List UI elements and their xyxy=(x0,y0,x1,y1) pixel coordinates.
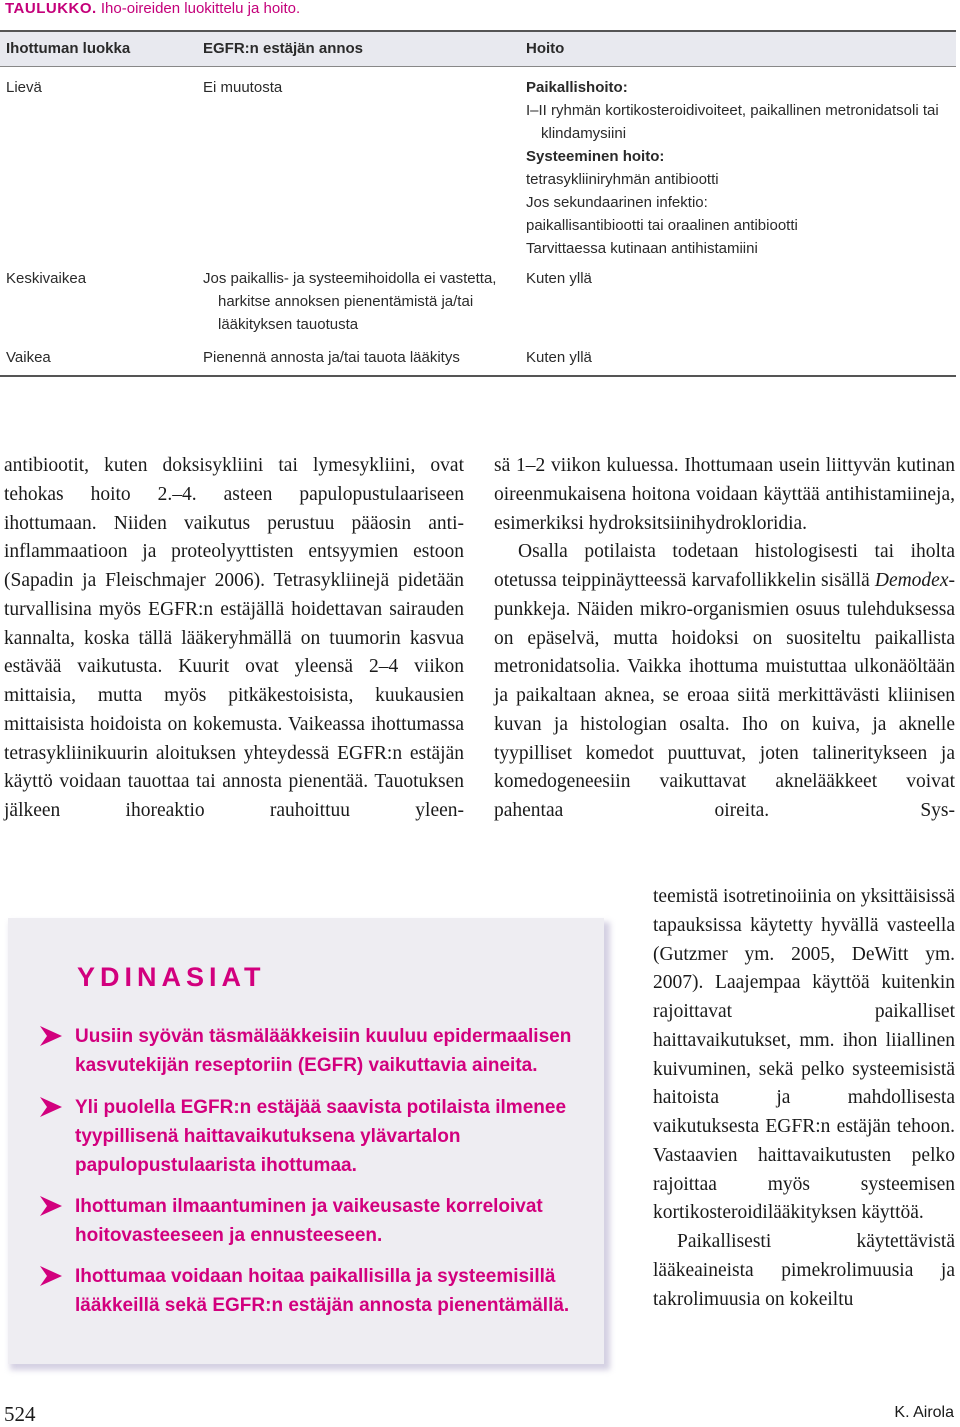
row-mild-class: Lievä xyxy=(6,79,42,96)
key-point xyxy=(40,1022,580,1080)
table-caption xyxy=(5,0,300,18)
row-severe-treatment: Kuten yllä xyxy=(526,349,592,366)
treatment-line: Systeeminen hoito: xyxy=(526,148,665,165)
key-point xyxy=(40,1192,580,1250)
body-paragraph xyxy=(494,538,955,826)
table-header xyxy=(0,30,956,67)
row-severe-class: Vaikea xyxy=(6,349,51,366)
table-bottom-rule xyxy=(0,375,956,377)
body-column-narrow xyxy=(653,883,955,1314)
header-class: Ihottuman luokka xyxy=(6,40,131,57)
row-moderate-class: Keskivaikea xyxy=(6,270,87,287)
running-author: K. Airola xyxy=(894,1404,954,1421)
treatment-line: Jos sekundaarinen infektio: xyxy=(526,194,708,211)
caption-label: TAULUKKO. xyxy=(5,0,97,17)
body-paragraph: antibiootit, kuten doksisykliini tai lymesykliini, ovat tehokas hoito 2.–4. asteen papulopustulaariseen ihottumaan. Niiden vaikutus perustuu pääosin anti-inflammaatioon ja proteolyyttisten entsyymien estoon (Sapadin ja Fleischmajer 2006). Tetrasykliinejä pidetään turvallisina myös EGFR:n estäjällä hoidettavan sairauden kannalta, koska tällä lääkeryhmällä on tuumorin kasvua estävää vaikutusta. Kuurit ovat yleensä 2–4 viikon mittaisia, mutta myös pitkäkestoisista, kuukausien mittaisista hoidoista on kokemusta. Vaikeassa ihottumassa tetrasykliinikuurin aloituksen yhteydessä EGFR:n estäjän käyttö voidaan tauottaa tai annosta pienentää. Tauotuksen jälkeen ihoreaktio rauhoittuu yleen- xyxy=(4,455,464,821)
row-severe-dose: Pienennä annosta ja/tai tauota lääkitys xyxy=(203,349,460,366)
treatment-line: tetrasykliiniryhmän antibiootti xyxy=(526,171,719,188)
body-paragraph: Paikallisesti käytettävistä lääkeaineista pimekrolimuusia ja takrolimuusia on kokeiltu xyxy=(653,1231,955,1310)
arrowhead-icon xyxy=(40,1097,62,1117)
row-mild-dose: Ei muutosta xyxy=(203,79,283,96)
body-paragraph: sä 1–2 viikon kuluessa. Ihottumaan usein liittyvän kutinan oireenmukaisena hoitona voidaan käyttää antihistamiineja, esimerkiksi hydroksitsiinihydrokloridia. xyxy=(494,455,955,534)
body-paragraph: teemistä isotretinoiinia on yksittäisissä tapauksissa käytetty hyvällä vasteella (Gutzmer ym. 2005, DeWitt ym. 2007). Laajempaa käyttöä kuitenkin rajoittavat paikalliset haittavaikutukset, mm. ihon liiallinen kuivuminen, sekä pelko systeemisistä haitoista ja mahdollisesta vaikutuksesta EGFR:n estäjän tehoon. Vastaavien haittavaikutusten pelko rajoittaa myös systeemisen kortikosteroidilääkityksen käyttöä. xyxy=(653,886,955,1224)
arrowhead-icon xyxy=(40,1266,62,1286)
key-point-text: Ihottuman ilmaantuminen ja vaikeusaste korreloivat hoitovasteeseen ja ennusteeseen. xyxy=(75,1196,543,1246)
treatment-line: Paikallishoito: xyxy=(526,79,628,96)
body-column-left xyxy=(4,452,464,826)
treatment-table xyxy=(0,30,956,366)
key-point-text: Uusiin syövän täsmälääkkeisiin kuuluu epidermaalisen kasvutekijän reseptoriin (EGFR) vaikuttavia aineita. xyxy=(75,1026,572,1076)
arrowhead-icon xyxy=(40,1026,62,1046)
row-moderate-dose: Jos paikallis- ja systeemihoidolla ei vastetta, harkitse annoksen pienentämistä ja/tai lääkityksen tauotusta xyxy=(203,270,497,333)
key-point xyxy=(40,1262,580,1320)
genus-name: Demodex xyxy=(874,570,949,591)
row-moderate-treatment: Kuten yllä xyxy=(526,270,592,287)
key-points-title: YDINASIAT xyxy=(77,962,266,992)
treatment-line: paikallisantibiootti tai oraalinen antibiootti xyxy=(526,217,798,234)
header-dose: EGFR:n estäjän annos xyxy=(203,40,364,57)
key-point-text: Ihottumaa voidaan hoitaa paikallisilla ja systeemisillä lääkkeillä sekä EGFR:n estäjän annosta pienentämällä. xyxy=(75,1266,570,1316)
arrowhead-icon xyxy=(40,1196,62,1216)
key-point xyxy=(40,1093,580,1180)
text-run: -punkkeja. Näiden mikro-organismien osuus tulehduksessa on epäselvä, mutta hoidoksi on suositeltu paikallista metronidatsolia. Vaikka ihottuma muistuttaa ulkonäöltään ja paikaltaan aknea, se eroaa siitä merkittävästi kliinisen kuvan ja histologian osalta. Iho on kuiva, ja aknelle tyypilliset komedot puuttuvat, joten talineritykseen ja komedogeneesiin vaikuttavat aknelääkkeet voivat pahentaa oireita. Sys- xyxy=(494,570,955,821)
body-column-right xyxy=(494,452,955,826)
header-treatment: Hoito xyxy=(526,40,565,57)
row-mild-treatment xyxy=(526,76,956,260)
treatment-line: I–II ryhmän kortikosteroidivoiteet, paikallinen metronidatsoli tai klindamysiini xyxy=(526,102,939,142)
page-number: 524 xyxy=(4,1402,36,1426)
treatment-line: Tarvittaessa kutinaan antihistamiini xyxy=(526,240,758,257)
caption-text: Iho-oireiden luokittelu ja hoito. xyxy=(100,0,301,17)
text-run: Osalla potilaista todetaan histologisesti tai iholta otetussa teippinäytteessä karvafollikkelin sisällä xyxy=(494,541,955,591)
key-point-text: Yli puolella EGFR:n estäjää saavista potilaista ilmenee tyypillisenä haittavaikutuksena ylävartalon papulopustulaarista ihottumaa. xyxy=(75,1097,567,1176)
